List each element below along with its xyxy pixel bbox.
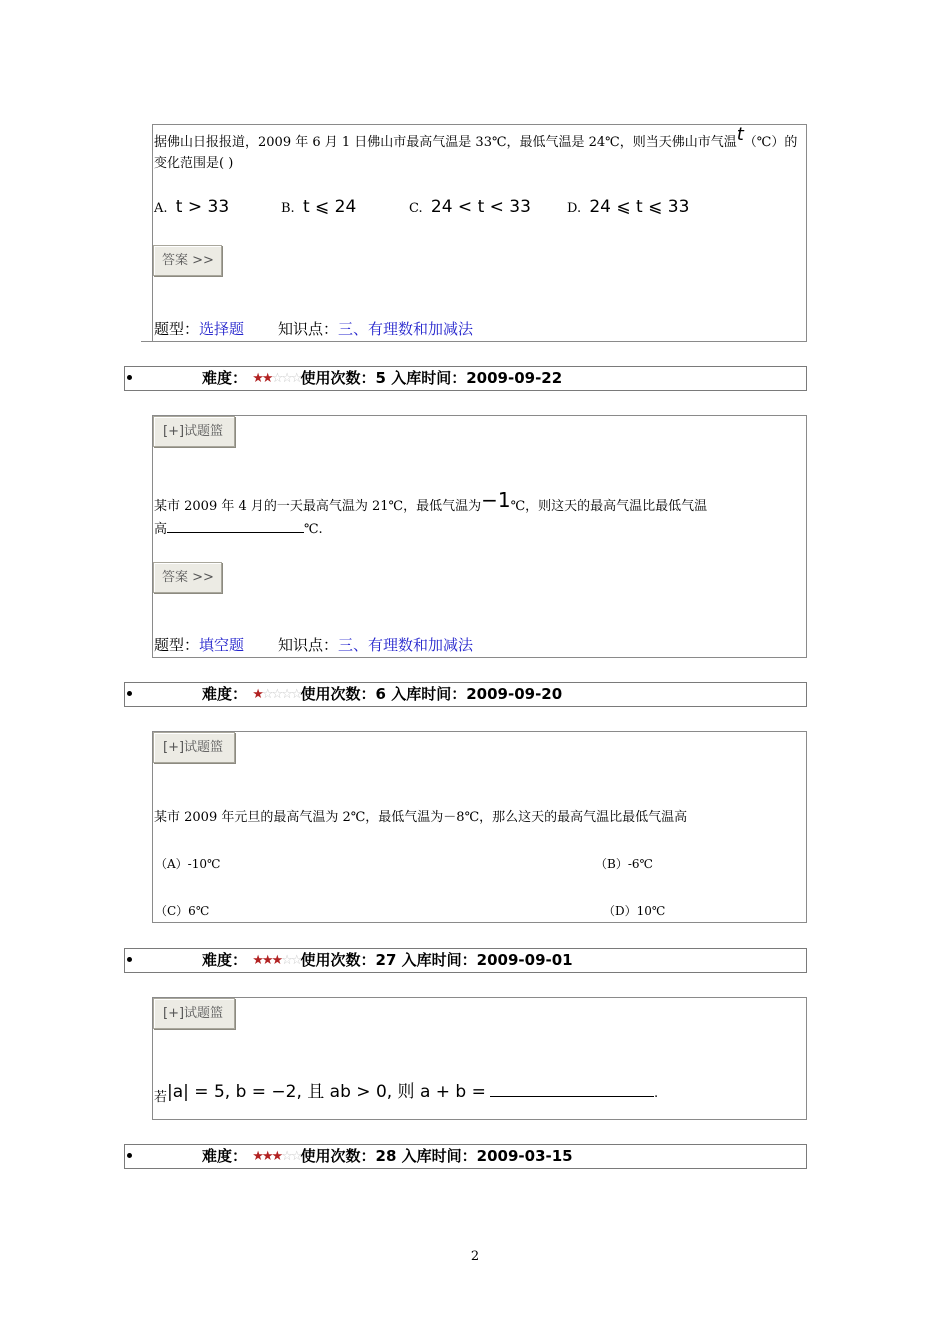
option-b-expr: t ⩽ 24 xyxy=(302,197,357,217)
q4-prefix: 若 xyxy=(154,1090,168,1105)
difficulty-label: 难度： xyxy=(202,1147,248,1165)
difficulty-line xyxy=(202,950,573,971)
question-1-text-pre: 据佛山日报报道，2009 年 6 月 1 日佛山市最高气温是 33℃，最低气温是 24℃，则当天佛山市气温 xyxy=(154,135,737,150)
question-card-3 xyxy=(152,731,807,923)
difficulty-stars-icon: ★★★☆☆ xyxy=(252,953,301,968)
bullet-icon xyxy=(127,957,132,962)
date-value: 2009-09-01 xyxy=(476,951,573,969)
knowledge-point-label: 知识点： xyxy=(278,636,339,654)
add-to-basket-button[interactable]: [+]试题篮 xyxy=(153,732,235,763)
question-1-option-b[interactable] xyxy=(281,198,356,218)
date-value: 2009-03-15 xyxy=(476,1147,573,1165)
knowledge-point-link[interactable]: 三、有理数和加减法 xyxy=(338,320,474,338)
question-3-option-c[interactable]: （C）6℃ xyxy=(155,904,210,918)
type-label: 题型： xyxy=(154,320,200,338)
difficulty-line xyxy=(202,368,562,389)
question-1-option-d[interactable] xyxy=(567,198,689,218)
difficulty-bar-3 xyxy=(124,948,807,973)
question-1-option-c[interactable] xyxy=(409,198,531,218)
question-card-1 xyxy=(152,124,807,342)
q2-line2-pre: 高 xyxy=(154,522,168,537)
bullet-icon xyxy=(127,691,132,696)
difficulty-bar-1 xyxy=(124,366,807,391)
knowledge-point-label: 知识点： xyxy=(278,320,339,338)
question-1-text-line1 xyxy=(154,124,798,152)
difficulty-bar-4 xyxy=(124,1144,807,1169)
add-to-basket-button[interactable]: [+]试题篮 xyxy=(153,416,235,447)
difficulty-stars-icon: ★☆☆☆☆ xyxy=(252,687,301,702)
answer-button[interactable]: 答案 >> xyxy=(153,562,222,593)
usage-label: 使用次数： xyxy=(300,951,376,969)
type-link[interactable]: 选择题 xyxy=(199,320,245,338)
difficulty-label: 难度： xyxy=(202,369,248,387)
fill-blank xyxy=(167,518,304,533)
question-3-text: 某市 2009 年元旦的最高气温为 2℃，最低气温为－8℃，那么这天的最高气温比最低气温高 xyxy=(154,810,688,825)
q2-line2-post: ℃. xyxy=(304,522,323,537)
q4-expression: |a| = 5, b = −2, 且 ab > 0, 则 a + b = xyxy=(167,1082,486,1102)
bullet-icon xyxy=(127,1153,132,1158)
date-value: 2009-09-20 xyxy=(466,685,563,703)
question-card-4 xyxy=(152,997,807,1120)
difficulty-line xyxy=(202,684,562,705)
knowledge-point-link[interactable]: 三、有理数和加减法 xyxy=(338,636,474,654)
q4-suffix: . xyxy=(654,1086,659,1101)
bullet-icon xyxy=(127,375,132,380)
question-3-option-d[interactable]: （D）10℃ xyxy=(603,904,666,918)
option-d-label: D. xyxy=(567,201,582,216)
type-label: 题型： xyxy=(154,636,200,654)
difficulty-bar-2 xyxy=(124,682,807,707)
usage-count: 5 xyxy=(375,369,386,387)
page-number: 2 xyxy=(470,1249,480,1264)
question-2-text-line1 xyxy=(154,488,708,516)
option-d-expr: 24 ⩽ t ⩽ 33 xyxy=(589,197,690,217)
fill-blank xyxy=(490,1076,654,1097)
type-link[interactable]: 填空题 xyxy=(199,636,245,654)
option-c-expr: 24 < t < 33 xyxy=(430,197,531,217)
question-4-text xyxy=(154,1076,658,1107)
question-2-meta xyxy=(154,635,473,655)
question-1-text-line2: 变化范围是( ) xyxy=(154,156,234,171)
answer-button[interactable]: 答案 >> xyxy=(153,245,222,276)
date-label: 入库时间： xyxy=(391,685,467,703)
date-label: 入库时间： xyxy=(401,1147,477,1165)
question-card-2 xyxy=(152,415,807,658)
usage-label: 使用次数： xyxy=(300,685,376,703)
usage-label: 使用次数： xyxy=(300,1147,376,1165)
question-3-option-a[interactable]: （A）-10℃ xyxy=(155,857,221,871)
option-a-expr: t > 33 xyxy=(175,197,230,217)
usage-count: 27 xyxy=(375,951,397,969)
option-a-label: A. xyxy=(154,201,168,216)
difficulty-label: 难度： xyxy=(202,951,248,969)
question-1-meta xyxy=(154,319,473,339)
negative-one: −1 xyxy=(481,488,511,512)
question-2-text-line2 xyxy=(154,518,323,539)
question-1-left-rule xyxy=(141,341,153,342)
question-1-var-t: t xyxy=(736,124,744,145)
difficulty-stars-icon: ★★☆☆☆ xyxy=(252,371,301,386)
usage-count: 28 xyxy=(375,1147,397,1165)
usage-count: 6 xyxy=(375,685,386,703)
option-b-label: B. xyxy=(281,201,295,216)
option-c-label: C. xyxy=(409,201,423,216)
usage-label: 使用次数： xyxy=(300,369,376,387)
difficulty-line xyxy=(202,1146,573,1167)
add-to-basket-button[interactable]: [+]试题篮 xyxy=(153,998,235,1029)
date-label: 入库时间： xyxy=(391,369,467,387)
question-1-option-a[interactable] xyxy=(154,198,229,218)
question-3-option-b[interactable]: （B）-6℃ xyxy=(595,857,653,871)
q2-text-post: ℃，则这天的最高气温比最低气温 xyxy=(510,499,708,514)
q2-text-pre: 某市 2009 年 4 月的一天最高气温为 21℃，最低气温为 xyxy=(154,499,482,514)
date-value: 2009-09-22 xyxy=(466,369,563,387)
date-label: 入库时间： xyxy=(401,951,477,969)
question-1-text-post: （℃）的 xyxy=(743,135,798,150)
difficulty-stars-icon: ★★★☆☆ xyxy=(252,1149,301,1164)
difficulty-label: 难度： xyxy=(202,685,248,703)
